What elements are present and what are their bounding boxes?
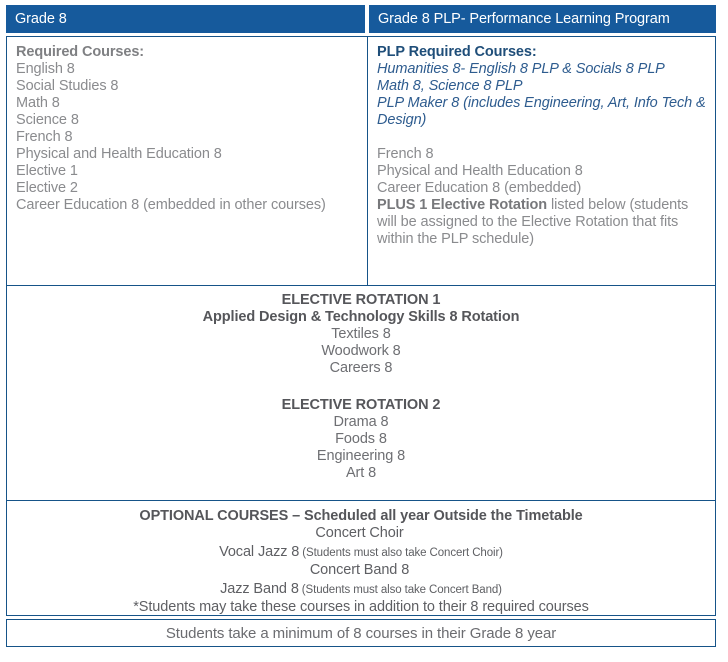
rotation-course: Engineering 8	[316, 448, 406, 464]
course-item: Career Education 8 (embedded)	[377, 180, 582, 196]
optional-course-name: Jazz Band 8	[220, 580, 299, 597]
rotation-course: Careers 8	[329, 360, 393, 376]
optional-course	[7, 544, 715, 563]
optional-courses-section	[7, 501, 715, 615]
rotation-course: Textiles 8	[331, 326, 391, 342]
course-item: Career Education 8 (embedded in other courses)	[16, 197, 326, 213]
course-item: Physical and Health Education 8	[377, 163, 583, 179]
minimum-courses-row	[6, 619, 716, 647]
course-item: Science 8	[16, 112, 79, 128]
plus-elective-rotation-bold: PLUS 1 Elective Rotation	[377, 197, 548, 213]
blank-line	[377, 129, 709, 146]
optional-course-note: (Students must also take Concert Choir)	[302, 546, 503, 559]
optional-course	[7, 581, 715, 600]
plp-required-courses-heading: PLP Required Courses:	[377, 44, 537, 60]
optional-course	[7, 562, 715, 581]
elective-rotation-1-subtitle: Applied Design & Technology Skills 8 Rotation	[202, 309, 520, 325]
table-header-row	[6, 5, 716, 33]
plp-course-item: Math 8, Science 8 PLP	[377, 78, 523, 94]
required-courses-row	[7, 37, 715, 286]
elective-rotation-2-title: ELECTIVE ROTATION 2	[281, 397, 441, 413]
rotation-course: Woodwork 8	[321, 343, 401, 359]
required-courses-heading: Required Courses:	[16, 44, 145, 60]
course-item: Elective 2	[16, 180, 78, 196]
course-item: Physical and Health Education 8	[16, 146, 222, 162]
course-item: Elective 1	[16, 163, 78, 179]
plp-course-item: PLP Maker 8 (includes Engineering, Art, Info Tech & Design)	[377, 95, 706, 128]
course-item: English 8	[16, 61, 75, 77]
optional-course-name: Concert Band 8	[309, 562, 410, 578]
plus-elective-rotation-note	[377, 197, 709, 248]
optional-course-name: Vocal Jazz 8	[219, 543, 300, 560]
minimum-courses-text: Students take a minimum of 8 courses in their Grade 8 year	[165, 624, 557, 642]
elective-rotation-1-title: ELECTIVE ROTATION 1	[281, 292, 441, 308]
header-grade8-plp: Grade 8 PLP- Performance Learning Program	[369, 5, 716, 33]
optional-course-note: (Students must also take Concert Band)	[301, 583, 502, 596]
optional-course	[7, 525, 715, 544]
header-grade8: Grade 8	[6, 5, 365, 33]
rotation-course: Foods 8	[335, 431, 387, 447]
plp-course-item: Humanities 8- English 8 PLP & Socials 8 PLP	[377, 61, 665, 77]
optional-course-name: Concert Choir	[315, 525, 404, 541]
rotation-course: Art 8	[345, 465, 377, 481]
course-item: Social Studies 8	[16, 78, 119, 94]
course-item: French 8	[16, 129, 73, 145]
grade8-course-table	[6, 5, 716, 647]
rotation-course: Drama 8	[333, 414, 389, 430]
plus-elective-rotation-rest: listed below (students will be assigned to the Elective Rotation that fits within the PLP schedule)	[377, 197, 689, 247]
plp-required-courses-cell	[368, 37, 715, 285]
elective-rotations-section	[7, 286, 715, 501]
optional-courses-title: OPTIONAL COURSES – Scheduled all year Outside the Timetable	[139, 508, 583, 524]
table-body	[6, 36, 716, 616]
grade8-required-courses-cell	[7, 37, 368, 285]
course-item: French 8	[377, 146, 434, 162]
blank-line	[7, 377, 715, 397]
course-item: Math 8	[16, 95, 60, 111]
optional-courses-footnote: *Students may take these courses in addition to their 8 required courses	[133, 599, 589, 615]
